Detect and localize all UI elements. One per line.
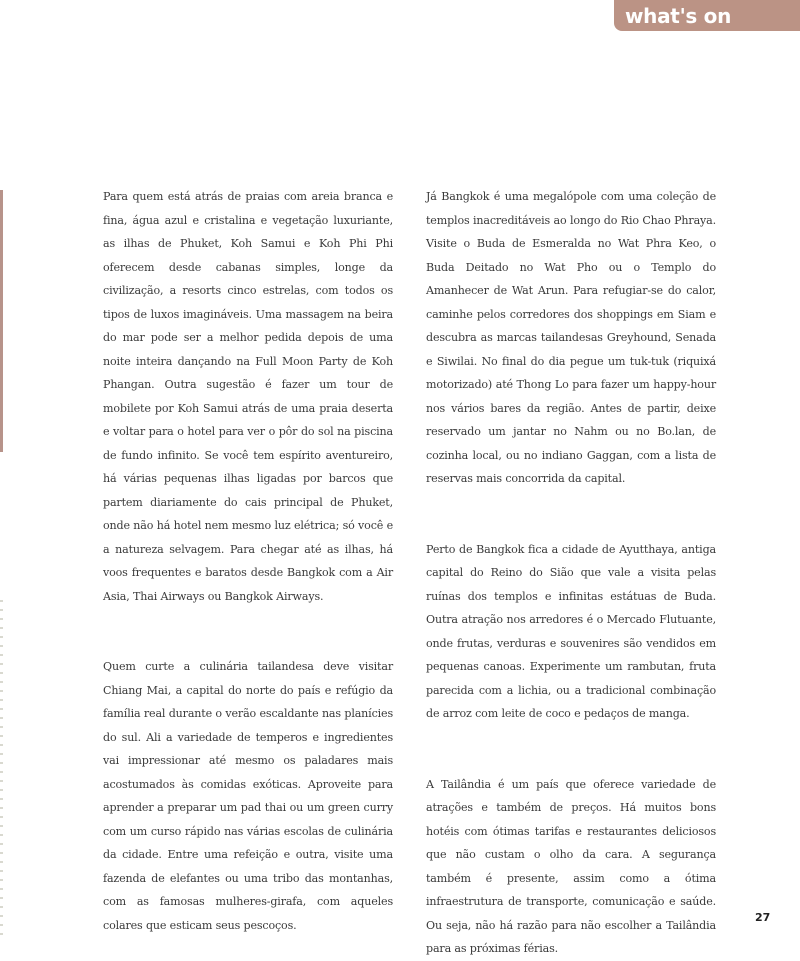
- left-edge-color-bar: [0, 190, 3, 452]
- paragraph-beaches: Para quem está atrás de praias com areia branca e fina, água azul e cristalina e vegetação luxuriante, as ilhas de Phuket, Koh Samui e Koh Phi Phi oferecem desde cabanas simples, longe da civilização, a resorts cinco estrelas, com todos os tipos de luxos imagináveis. Uma massagem na beira do mar pode ser a melhor pedida depois de uma noite inteira dançando na Full Moon Party de Koh Phangan. Outra sugestão é fazer um tour de mobilete por Koh Samui atrás de uma praia deserta e voltar para o hotel para ver o pôr do sol na piscina de fundo infinito. Se você tem espírito aventureiro, há várias pequenas ilhas ligadas por barcos que partem diariamente do cais principal de Phuket, onde não há hotel nem mesmo luz elétrica; só você e a natureza selvagem. Para chegar até as ilhas, há voos frequentes e baratos desde Bangkok com a Air Asia, Thai Airways ou Bangkok Airways.: [103, 190, 393, 603]
- left-edge-bleed: [0, 600, 3, 940]
- paragraph-conclusion: A Tailândia é um país que oferece variedade de atrações e também de preços. Há muitos bons hotéis com ótimas tarifas e restaurantes deliciosos que não custam o olho da cara. A segurança também é presente, assim como a ótima infraestrutura de transporte, comunicação e saúde. Ou seja, não há razão para não escolher a Tailândia para as próximas férias.: [426, 777, 716, 955]
- right-column: [426, 185, 716, 961]
- section-tab: [614, 0, 800, 31]
- section-tab-label: what's on: [625, 4, 732, 28]
- page-number: 27: [755, 911, 771, 924]
- paragraph-ayutthaya: Perto de Bangkok fica a cidade de Ayutthaya, antiga capital do Reino do Sião que vale a visita pelas ruínas dos templos e infinitas estátuas de Buda. Outra atração nos arredores é o Mercado Flutuante, onde frutas, verduras e souvenires são vendidos em pequenas canoas. Experimente um rambutan, fruta parecida com a lichia, ou a tradicional combinação de arroz com leite de coco e pedaços de manga.: [426, 542, 716, 720]
- left-column: [103, 185, 393, 937]
- paragraph-bangkok: Já Bangkok é uma megalópole com uma coleção de templos inacreditáveis ao longo do Rio Chao Phraya. Visite o Buda de Esmeralda no Wat Phra Keo, o Buda Deitado no Wat Pho ou o Templo do Amanhecer de Wat Arun. Para refugiar-se do calor, caminhe pelos corredores dos shoppings em Siam e descubra as marcas tailandesas Greyhound, Senada e Siwilai. No final do dia pegue um tuk-tuk (riquixá motorizado) até Thong Lo para fazer um happy-hour nos vários bares da região. Antes de partir, deixe reservado um jantar no Nahm ou no Bo.lan, de cozinha local, ou no indiano Gaggan, com a lista de reservas mais concorrida da capital.: [426, 190, 716, 485]
- paragraph-chiang-mai: Quem curte a culinária tailandesa deve visitar Chiang Mai, a capital do norte do país e refúgio da família real durante o verão escaldante nas planícies do sul. Ali a variedade de temperos e ingredientes vai impressionar até mesmo os paladares mais acostumados às comidas exóticas. Aproveite para aprender a preparar um pad thai ou um green curry com um curso rápido nas várias escolas de culinária da cidade. Entre uma refeição e outra, visite uma fazenda de elefantes ou uma tribo das montanhas, com as famosas mulheres-girafa, com aqueles colares que esticam seus pescoços.: [103, 660, 393, 932]
